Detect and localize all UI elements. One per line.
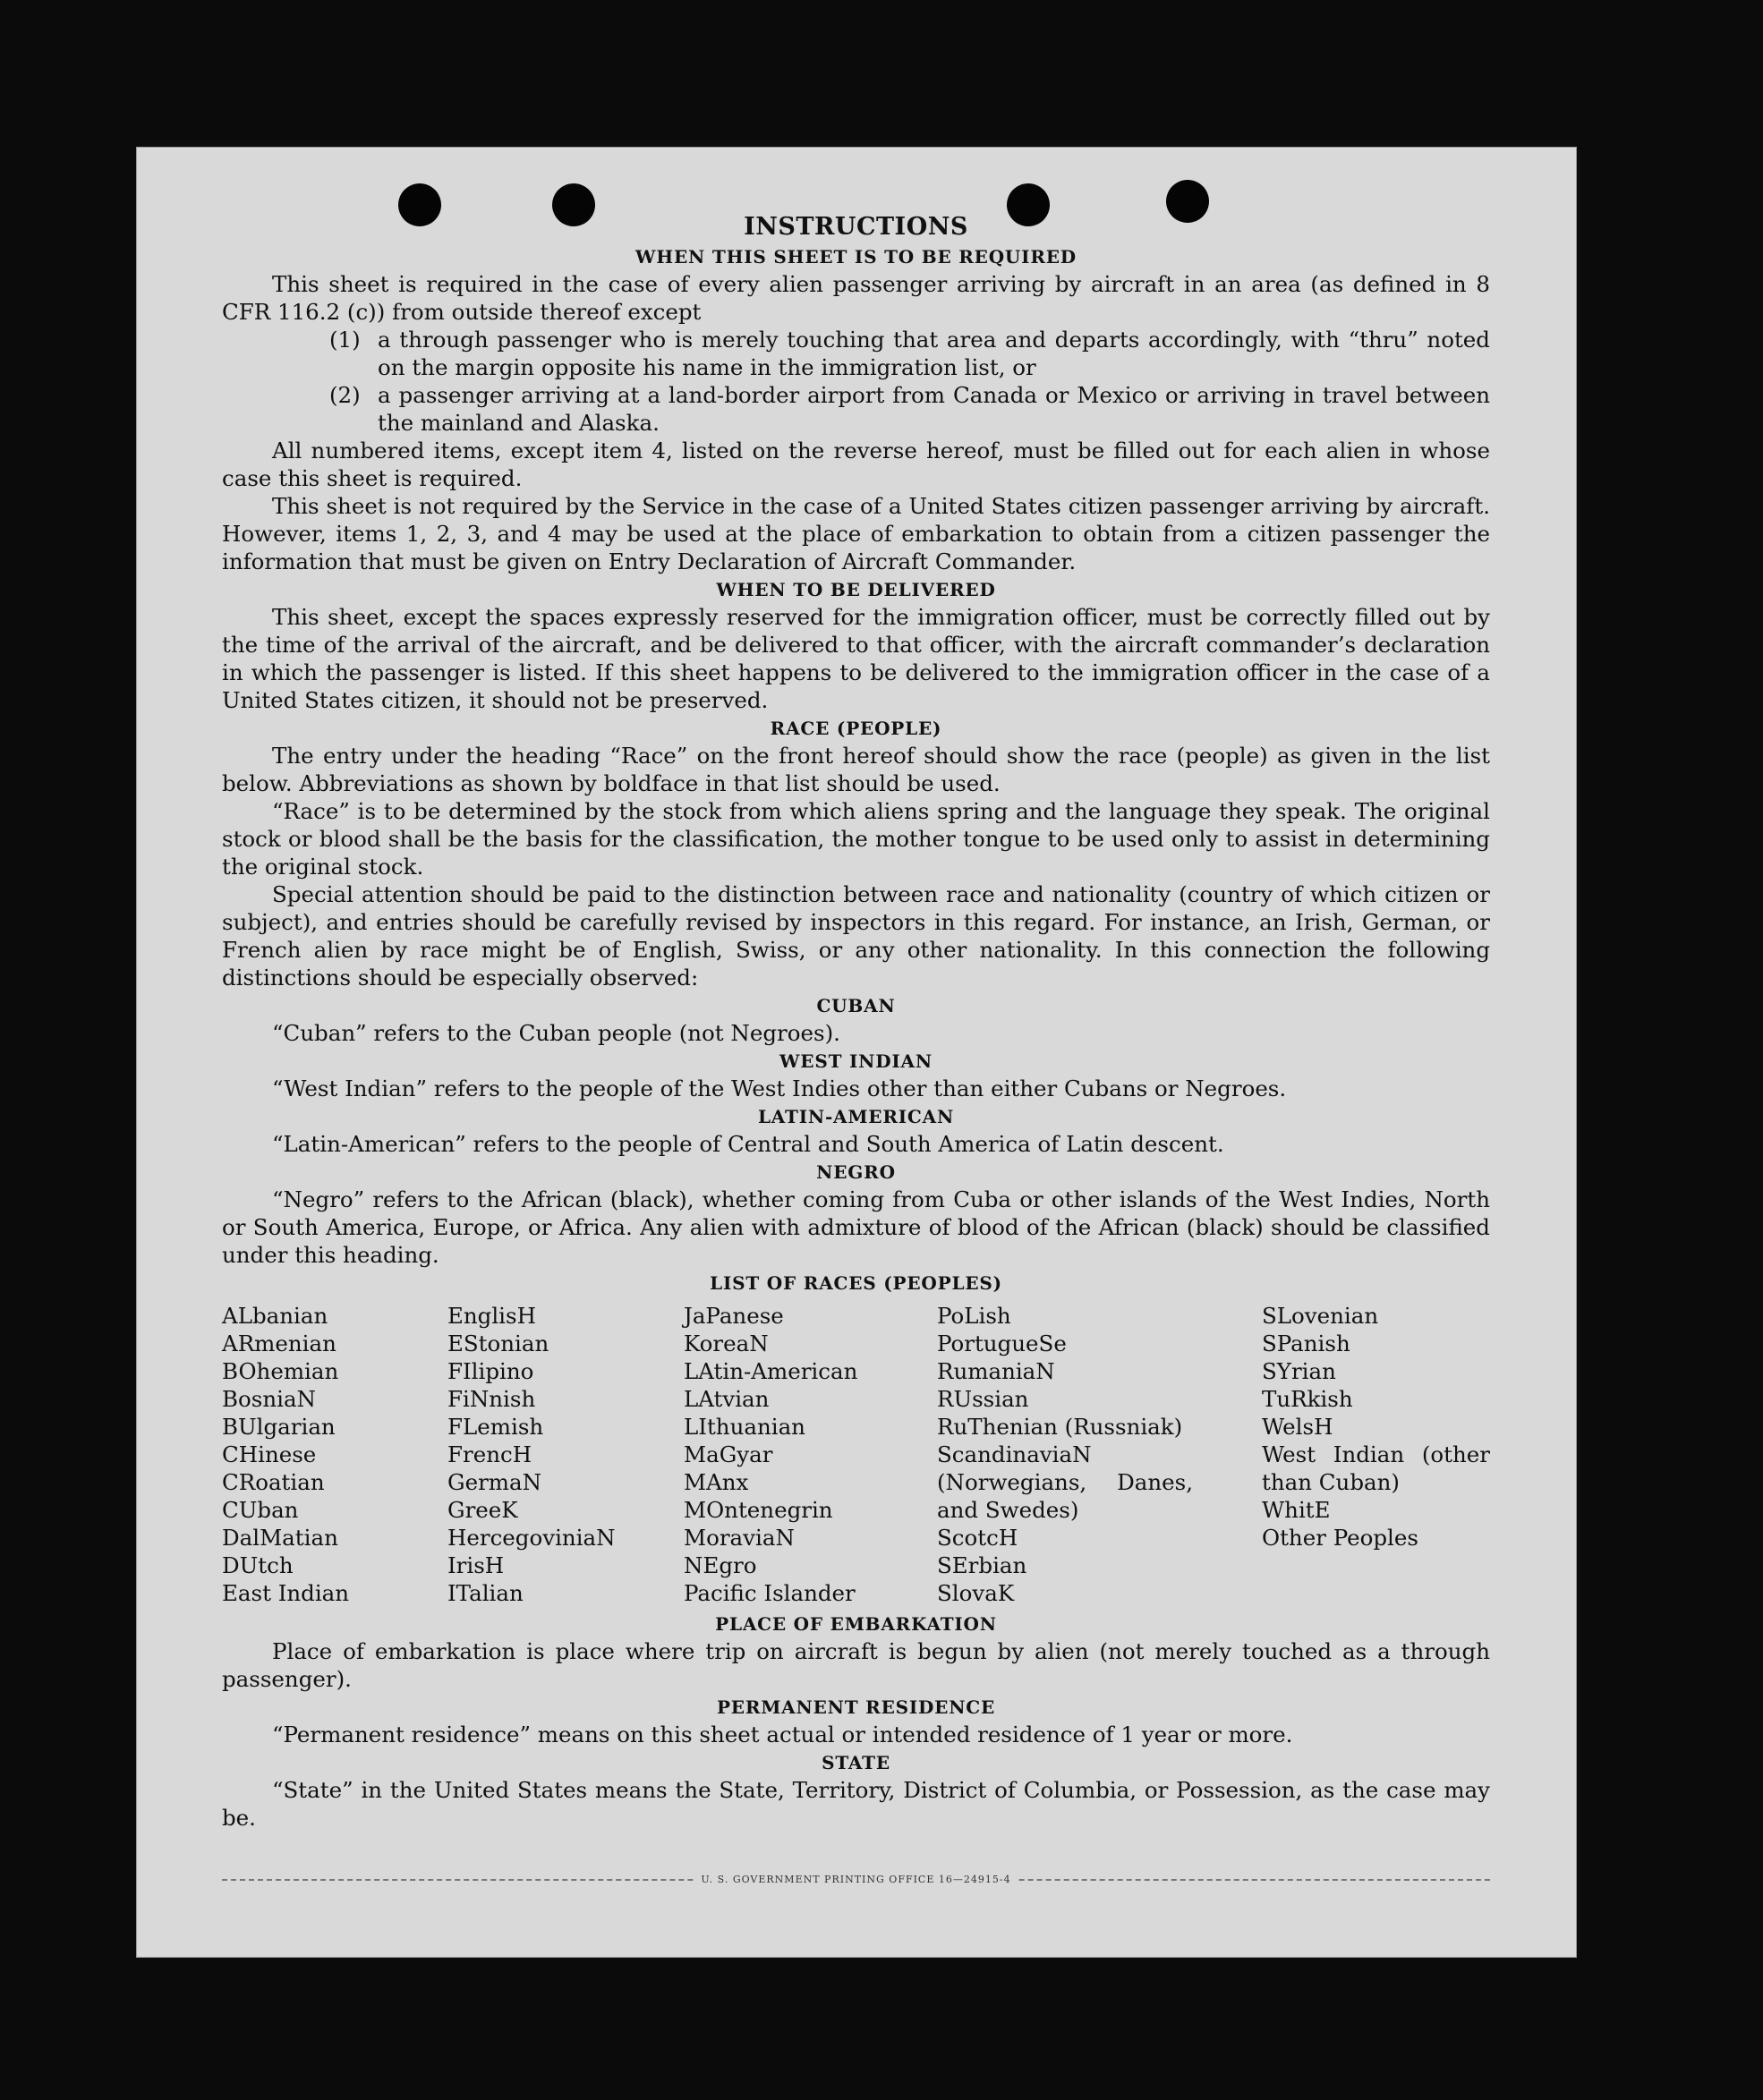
instructions-body xyxy=(222,212,1490,1832)
embarkation-text: Place of embarkation is place where trip on aircraft is begun by alien (not merely touched as a through passenger). xyxy=(222,1638,1490,1692)
race-entry: LAtin-American xyxy=(684,1358,858,1384)
race-entry: Pacific Islander xyxy=(684,1580,856,1606)
race-entry: SPanish xyxy=(1262,1331,1350,1356)
races-column xyxy=(937,1302,1262,1607)
race-entry: PoLish xyxy=(937,1303,1011,1329)
race-entry: HercegoviniaN xyxy=(447,1525,616,1551)
race-entry: RumaniaN xyxy=(937,1358,1055,1384)
cuban-text: “Cuban” refers to the Cuban people (not Negroes). xyxy=(272,1020,840,1046)
race-paragraph-2: “Race” is to be determined by the stock from which aliens spring and the language they speak. The original stock or blood shall be the basis for the classification, the mother tongue to be used only to assist in determining the original stock. xyxy=(222,798,1490,880)
races-list xyxy=(222,1302,1490,1607)
item-number: (2) xyxy=(329,382,361,408)
races-column xyxy=(222,1302,447,1607)
section-heading-required: WHEN THIS SHEET IS TO BE REQUIRED xyxy=(635,246,1077,268)
race-entry: BOhemian xyxy=(222,1358,339,1384)
race-entry: EnglisH xyxy=(447,1303,536,1329)
race-entry: MoraviaN xyxy=(684,1525,795,1551)
exception-item xyxy=(222,326,1490,381)
race-entry: SYrian xyxy=(1262,1358,1336,1384)
race-entry: MAnx xyxy=(684,1469,749,1495)
race-entry: NEgro xyxy=(684,1552,757,1578)
race-entry: IrisH xyxy=(447,1552,505,1578)
printer-imprint xyxy=(222,1874,1490,1895)
section-heading-west-indian: WEST INDIAN xyxy=(779,1050,933,1072)
item-text: a through passenger who is merely touching that area and departs accordingly, with “thru” noted on the margin opposite his name in the immigration list, or xyxy=(378,327,1490,380)
state-text: “State” in the United States means the State, Territory, District of Columbia, or Possession, as the case may be. xyxy=(222,1777,1490,1831)
race-entry: SLovenian xyxy=(1262,1303,1379,1329)
required-paragraph-3: This sheet is not required by the Service in the case of a United States citizen passenger arriving by aircraft. However, items 1, 2, 3, and 4 may be used at the place of embarkation to obtain from a citizen passenger the information that must be given on Entry Declaration of Aircraft Commander. xyxy=(222,493,1490,574)
race-entry: ALbanian xyxy=(222,1303,328,1329)
race-entry: BosniaN xyxy=(222,1386,316,1412)
race-entry: FIlipino xyxy=(447,1358,534,1384)
exception-item xyxy=(222,381,1490,437)
required-paragraph-2: All numbered items, except item 4, listed on the reverse hereof, must be filled out for each alien in whose case this sheet is required. xyxy=(222,438,1490,491)
race-entry: TuRkish xyxy=(1262,1386,1353,1412)
section-heading-negro: NEGRO xyxy=(816,1161,896,1183)
race-entry: LAtvian xyxy=(684,1386,770,1412)
section-heading-state: STATE xyxy=(822,1752,890,1773)
race-paragraph-3: Special attention should be paid to the distinction between race and nationality (country of which citizen or subject), and entries should be carefully revised by inspectors in this regard. For instance, an Irish, German, or French alien by race might be of English, Swiss, or any other nationality. In this connection the following distinctions should be especially observed: xyxy=(222,881,1490,990)
race-entry: JaPanese xyxy=(684,1303,784,1329)
item-text: a passenger arriving at a land-border airport from Canada or Mexico or arriving in travel between the mainland and Alaska. xyxy=(378,382,1490,436)
race-entry: Other Peoples xyxy=(1262,1525,1418,1551)
race-entry: KoreaN xyxy=(684,1331,769,1356)
race-entry: LIthuanian xyxy=(684,1414,805,1440)
page-title: INSTRUCTIONS xyxy=(744,213,968,241)
west-indian-text: “West Indian” refers to the people of the West Indies other than either Cubans or Negroes. xyxy=(272,1076,1287,1101)
race-entry: MOntenegrin xyxy=(684,1497,833,1523)
race-entry: EStonian xyxy=(447,1331,549,1356)
race-entry: ARmenian xyxy=(222,1331,336,1356)
races-column xyxy=(447,1302,684,1607)
race-entry: DUtch xyxy=(222,1552,294,1578)
race-entry: GermaN xyxy=(447,1469,542,1495)
race-entry: WhitE xyxy=(1262,1497,1331,1523)
race-entry: DalMatian xyxy=(222,1525,338,1551)
item-number: (1) xyxy=(329,327,361,353)
race-entry: SErbian xyxy=(937,1552,1027,1578)
race-entry: ITalian xyxy=(447,1580,524,1606)
section-heading-latin-american: LATIN-AMERICAN xyxy=(757,1106,955,1127)
race-entry: MaGyar xyxy=(684,1441,773,1467)
section-heading-embarkation: PLACE OF EMBARKATION xyxy=(715,1613,997,1635)
section-heading-list-of-races: LIST OF RACES (PEOPLES) xyxy=(710,1272,1002,1294)
races-column xyxy=(684,1302,937,1607)
races-column xyxy=(1262,1302,1490,1607)
race-entry: West Indian (other than Cuban) xyxy=(1262,1441,1490,1495)
race-entry: FiNnish xyxy=(447,1386,536,1412)
printer-imprint-text: U. S. GOVERNMENT PRINTING OFFICE 16—24915-4 xyxy=(694,1874,1018,1885)
race-entry: BUlgarian xyxy=(222,1414,336,1440)
required-intro: This sheet is required in the case of every alien passenger arriving by aircraft in an area (as defined in 8 CFR 116.2 (c)) from outside thereof except xyxy=(222,271,1490,325)
race-entry: RuThenian (Russniak) xyxy=(937,1414,1183,1440)
section-heading-residence: PERMANENT RESIDENCE xyxy=(716,1696,996,1718)
race-entry: RUssian xyxy=(937,1386,1029,1412)
race-entry: CUban xyxy=(222,1497,299,1523)
race-entry: FLemish xyxy=(447,1414,544,1440)
race-entry: PortugueSe xyxy=(937,1331,1067,1356)
race-entry: SlovaK xyxy=(937,1580,1015,1606)
latin-american-text: “Latin-American” refers to the people of Central and South America of Latin descent. xyxy=(272,1131,1224,1157)
race-entry: WelsH xyxy=(1262,1414,1333,1440)
section-heading-delivered: WHEN TO BE DELIVERED xyxy=(716,579,996,600)
section-heading-cuban: CUBAN xyxy=(816,995,896,1016)
race-entry: GreeK xyxy=(447,1497,518,1523)
race-entry: ScotcH xyxy=(937,1525,1018,1551)
race-entry: FrencH xyxy=(447,1441,532,1467)
document-sheet xyxy=(137,148,1576,1957)
race-entry: CHinese xyxy=(222,1441,317,1467)
race-paragraph-1: The entry under the heading “Race” on the front hereof should show the race (people) as given in the list below. Abbreviations as shown by boldface in that list should be used. xyxy=(222,743,1490,796)
race-entry: ScandinaviaN (Norwegians, Danes, and Swedes) xyxy=(937,1441,1193,1523)
negro-text: “Negro” refers to the African (black), whether coming from Cuba or other islands of the West Indies, North or South America, Europe, or Africa. Any alien with admixture of blood of the African (black) should be classified under this heading. xyxy=(222,1186,1490,1268)
race-entry: CRoatian xyxy=(222,1469,325,1495)
residence-text: “Permanent residence” means on this sheet actual or intended residence of 1 year or more. xyxy=(272,1722,1293,1747)
section-heading-race: RACE (PEOPLE) xyxy=(770,718,942,739)
delivered-text: This sheet, except the spaces expressly reserved for the immigration officer, must be correctly filled out by the time of the arrival of the aircraft, and be delivered to that officer, with the aircraft commander’s declaration in which the passenger is listed. If this sheet happens to be delivered to the immigration officer in the case of a United States citizen, it should not be preserved. xyxy=(222,604,1490,713)
race-entry: East Indian xyxy=(222,1580,350,1606)
